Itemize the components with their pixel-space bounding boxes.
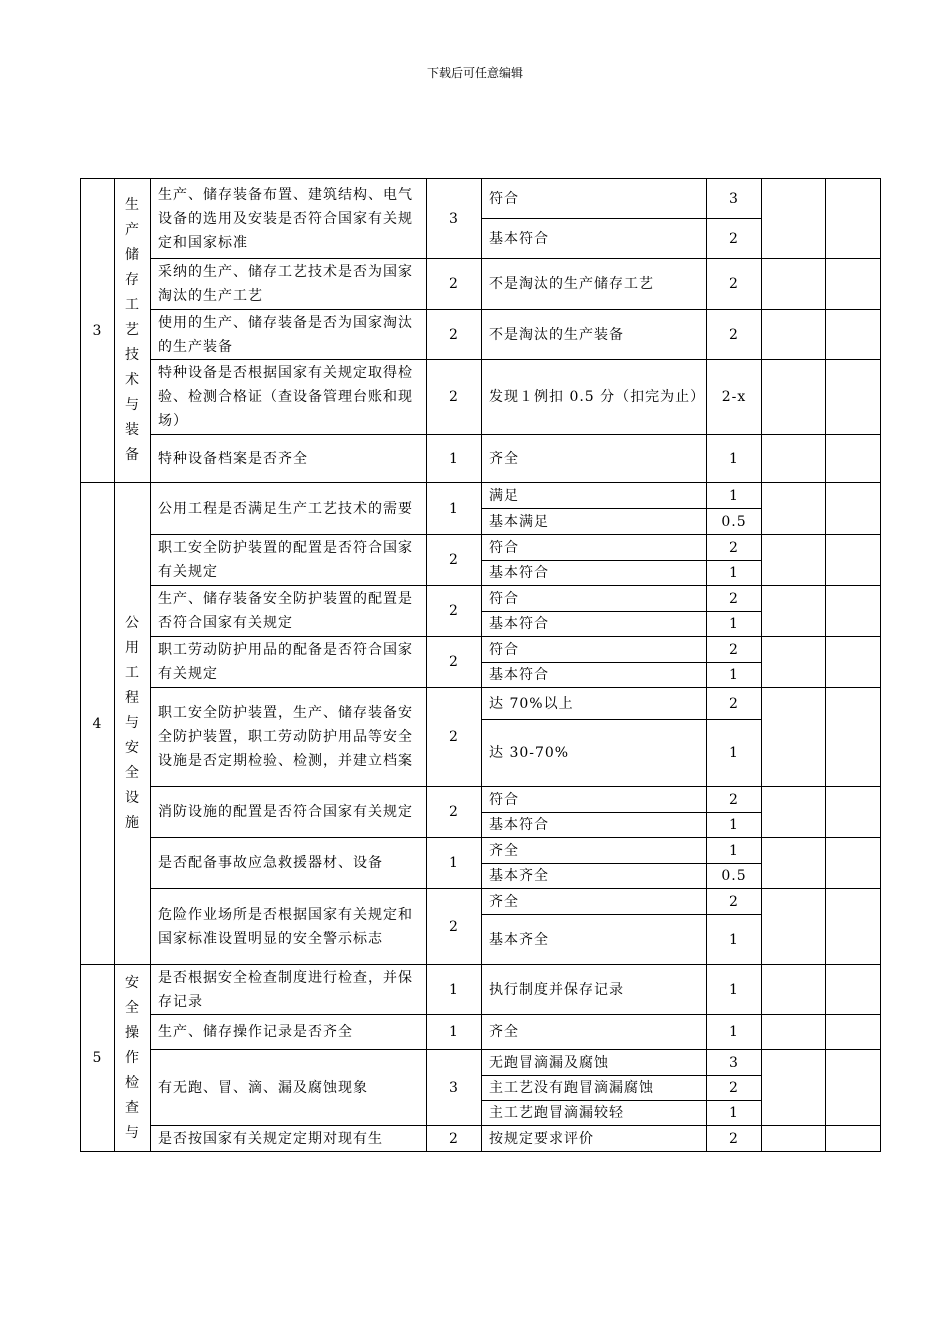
- criteria-text: 满足: [482, 483, 707, 509]
- remarks-cell[interactable]: [826, 889, 881, 965]
- table-row: [81, 688, 881, 720]
- item-score: 3: [427, 179, 482, 259]
- criteria-value: 1: [707, 663, 762, 688]
- section-category: [115, 483, 151, 965]
- criteria-text: 基本符合: [482, 561, 707, 586]
- check-item: 消防设施的配置是否符合国家有关规定: [151, 787, 427, 838]
- table-row: [81, 1015, 881, 1050]
- remarks-cell[interactable]: [826, 535, 881, 586]
- item-score: 2: [427, 1126, 482, 1152]
- remarks-cell[interactable]: [826, 586, 881, 637]
- table-row: [81, 889, 881, 915]
- check-item: 职工安全防护装置的配置是否符合国家有关规定: [151, 535, 427, 586]
- actual-score-cell[interactable]: [762, 179, 826, 259]
- table-row: [81, 965, 881, 1015]
- criteria-text: 基本符合: [482, 813, 707, 838]
- criteria-text: 不是淘汰的生产储存工艺: [482, 259, 707, 310]
- actual-score-cell[interactable]: [762, 435, 826, 483]
- remarks-cell[interactable]: [826, 637, 881, 688]
- check-item: 职工安全防护装置，生产、储存装备安全防护装置，职工劳动防护用品等安全设施是否定期检验、检测，并建立档案: [151, 688, 427, 787]
- section-category-text: 公用工程与安全设施: [125, 615, 140, 831]
- criteria-value: 1: [707, 813, 762, 838]
- criteria-value: 2: [707, 310, 762, 360]
- table-row: [81, 1126, 881, 1152]
- table-row: [81, 838, 881, 864]
- criteria-value: 2: [707, 535, 762, 561]
- actual-score-cell[interactable]: [762, 310, 826, 360]
- item-score: 2: [427, 360, 482, 435]
- table-row: [81, 360, 881, 435]
- item-score: 2: [427, 889, 482, 965]
- check-item: 特种设备是否根据国家有关规定取得检验、检测合格证（查设备管理台账和现场）: [151, 360, 427, 435]
- item-score: 1: [427, 483, 482, 535]
- section-category-text: 生产储存工艺技术与装备: [125, 197, 140, 463]
- criteria-value: 1: [707, 612, 762, 637]
- table-row: [81, 1050, 881, 1076]
- criteria-value: 1: [707, 1101, 762, 1126]
- criteria-text: 基本齐全: [482, 864, 707, 889]
- section-number: 5: [81, 965, 115, 1152]
- check-item: 生产、储存装备安全防护装置的配置是否符合国家有关规定: [151, 586, 427, 637]
- remarks-cell[interactable]: [826, 965, 881, 1015]
- actual-score-cell[interactable]: [762, 535, 826, 586]
- remarks-cell[interactable]: [826, 1050, 881, 1126]
- criteria-value: 2-x: [707, 360, 762, 435]
- remarks-cell[interactable]: [826, 360, 881, 435]
- section-number: 3: [81, 179, 115, 483]
- table-row: [81, 586, 881, 612]
- actual-score-cell[interactable]: [762, 838, 826, 889]
- item-score: 2: [427, 310, 482, 360]
- criteria-text: 不是淘汰的生产装备: [482, 310, 707, 360]
- remarks-cell[interactable]: [826, 1126, 881, 1152]
- criteria-text: 达 70%以上: [482, 688, 707, 720]
- criteria-value: 1: [707, 965, 762, 1015]
- criteria-value: 0.5: [707, 864, 762, 889]
- table-row: [81, 435, 881, 483]
- actual-score-cell[interactable]: [762, 259, 826, 310]
- actual-score-cell[interactable]: [762, 965, 826, 1015]
- item-score: 2: [427, 688, 482, 787]
- check-item: 是否根据安全检查制度进行检查，并保存记录: [151, 965, 427, 1015]
- criteria-text: 主工艺没有跑冒滴漏腐蚀: [482, 1076, 707, 1101]
- table-row: [81, 259, 881, 310]
- actual-score-cell[interactable]: [762, 360, 826, 435]
- criteria-text: 基本满足: [482, 509, 707, 535]
- item-score: 2: [427, 787, 482, 838]
- criteria-text: 基本符合: [482, 663, 707, 688]
- criteria-text: 符合: [482, 637, 707, 663]
- criteria-text: 齐全: [482, 889, 707, 915]
- table-row: [81, 787, 881, 813]
- remarks-cell[interactable]: [826, 259, 881, 310]
- criteria-text: 无跑冒滴漏及腐蚀: [482, 1050, 707, 1076]
- criteria-text: 按规定要求评价: [482, 1126, 707, 1152]
- table-row: [81, 179, 881, 219]
- check-item: 有无跑、冒、滴、漏及腐蚀现象: [151, 1050, 427, 1126]
- check-item: 生产、储存操作记录是否齐全: [151, 1015, 427, 1050]
- criteria-text: 基本符合: [482, 612, 707, 637]
- criteria-text: 齐全: [482, 1015, 707, 1050]
- check-item: 危险作业场所是否根据国家有关规定和国家标准设置明显的安全警示标志: [151, 889, 427, 965]
- remarks-cell[interactable]: [826, 838, 881, 889]
- criteria-value: 1: [707, 838, 762, 864]
- criteria-value: 2: [707, 259, 762, 310]
- criteria-text: 发现１例扣 0.5 分（扣完为止）: [482, 360, 707, 435]
- table-row: [81, 637, 881, 663]
- criteria-value: 3: [707, 1050, 762, 1076]
- actual-score-cell[interactable]: [762, 889, 826, 965]
- remarks-cell[interactable]: [826, 787, 881, 838]
- item-score: 2: [427, 586, 482, 637]
- criteria-value: 0.5: [707, 509, 762, 535]
- section-category-text: 安全操作检查与: [125, 974, 140, 1141]
- criteria-text: 达 30-70%: [482, 720, 707, 787]
- criteria-text: 符合: [482, 535, 707, 561]
- criteria-text: 基本齐全: [482, 915, 707, 965]
- criteria-text: 齐全: [482, 838, 707, 864]
- item-score: 1: [427, 1015, 482, 1050]
- page-header: 下载后可任意编辑: [426, 66, 523, 80]
- item-score: 2: [427, 637, 482, 688]
- item-score: 2: [427, 259, 482, 310]
- check-item: 公用工程是否满足生产工艺技术的需要: [151, 483, 427, 535]
- evaluation-table: [80, 178, 881, 1152]
- criteria-value: 1: [707, 483, 762, 509]
- criteria-value: 1: [707, 561, 762, 586]
- check-item: 使用的生产、储存装备是否为国家淘汰的生产装备: [151, 310, 427, 360]
- table-row: [81, 310, 881, 360]
- criteria-value: 2: [707, 889, 762, 915]
- criteria-text: 主工艺跑冒滴漏较轻: [482, 1101, 707, 1126]
- remarks-cell[interactable]: [826, 179, 881, 259]
- criteria-value: 2: [707, 586, 762, 612]
- item-score: 1: [427, 965, 482, 1015]
- remarks-cell[interactable]: [826, 435, 881, 483]
- criteria-text: 符合: [482, 787, 707, 813]
- criteria-text: 符合: [482, 586, 707, 612]
- criteria-value: 1: [707, 1015, 762, 1050]
- remarks-cell[interactable]: [826, 688, 881, 787]
- actual-score-cell[interactable]: [762, 483, 826, 535]
- check-item: 特种设备档案是否齐全: [151, 435, 427, 483]
- remarks-cell[interactable]: [826, 1015, 881, 1050]
- section-category: [115, 179, 151, 483]
- criteria-value: 1: [707, 435, 762, 483]
- check-item: 职工劳动防护用品的配备是否符合国家有关规定: [151, 637, 427, 688]
- criteria-text: 齐全: [482, 435, 707, 483]
- actual-score-cell[interactable]: [762, 1126, 826, 1152]
- actual-score-cell[interactable]: [762, 1050, 826, 1126]
- check-item: 采纳的生产、储存工艺技术是否为国家淘汰的生产工艺: [151, 259, 427, 310]
- item-score: 3: [427, 1050, 482, 1126]
- item-score: 1: [427, 838, 482, 889]
- table-row: [81, 483, 881, 509]
- table-row: [81, 535, 881, 561]
- section-number: 4: [81, 483, 115, 965]
- item-score: 2: [427, 535, 482, 586]
- check-item: 生产、储存装备布置、建筑结构、电气设备的选用及安装是否符合国家有关规定和国家标准: [151, 179, 427, 259]
- criteria-value: 1: [707, 915, 762, 965]
- criteria-text: 基本符合: [482, 219, 707, 259]
- criteria-value: 2: [707, 787, 762, 813]
- remarks-cell[interactable]: [826, 483, 881, 535]
- check-item: 是否配备事故应急救援器材、设备: [151, 838, 427, 889]
- criteria-value: 2: [707, 219, 762, 259]
- criteria-value: 3: [707, 179, 762, 219]
- actual-score-cell[interactable]: [762, 688, 826, 787]
- criteria-value: 1: [707, 720, 762, 787]
- criteria-text: 符合: [482, 179, 707, 219]
- actual-score-cell[interactable]: [762, 637, 826, 688]
- actual-score-cell[interactable]: [762, 586, 826, 637]
- criteria-value: 2: [707, 637, 762, 663]
- actual-score-cell[interactable]: [762, 1015, 826, 1050]
- item-score: 1: [427, 435, 482, 483]
- remarks-cell[interactable]: [826, 310, 881, 360]
- criteria-value: 2: [707, 1076, 762, 1101]
- criteria-text: 执行制度并保存记录: [482, 965, 707, 1015]
- criteria-value: 2: [707, 1126, 762, 1152]
- criteria-value: 2: [707, 688, 762, 720]
- section-category: [115, 965, 151, 1152]
- actual-score-cell[interactable]: [762, 787, 826, 838]
- check-item: 是否按国家有关规定定期对现有生: [151, 1126, 427, 1152]
